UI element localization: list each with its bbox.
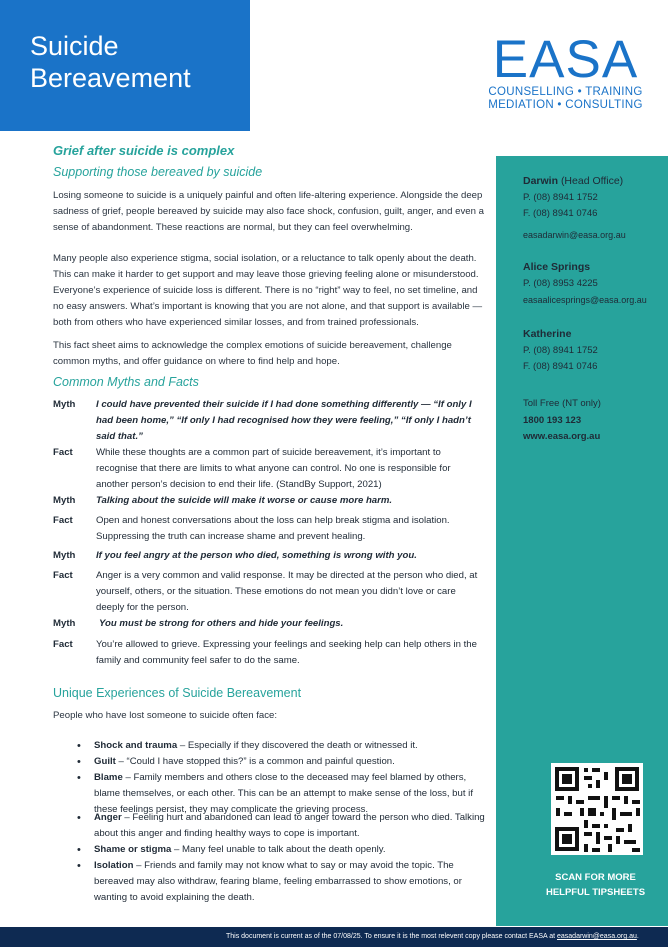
fax: F. (08) 8941 0746 [523, 361, 598, 372]
myth-text: If you feel angry at the person who died, something is wrong with you. [96, 550, 417, 561]
bullet-icon: • [77, 812, 81, 824]
logo-word: EASA [492, 30, 639, 89]
bullet-term: Isolation [94, 860, 134, 871]
website-link[interactable]: www.easa.org.au [523, 431, 601, 442]
bullet-term: Blame [94, 772, 123, 783]
phone[interactable]: P. (08) 8953 4225 [523, 277, 598, 289]
contact-darwin [523, 173, 626, 243]
bullet-text: – Family members and others close to the deceased may feel blamed by others, blame themselves, or each other. This can be an attempt to make sense of the loss, but if these feelings persist, they may complicate the grieving process. [94, 772, 473, 815]
myth-label: Myth [53, 618, 76, 629]
bullet-icon: • [77, 860, 81, 872]
intro-paragraph-1: Losing someone to suicide is a uniquely painful and often life-altering experience. Alongside the deep sadness of grief, people bereaved by suicide may also face shock, confusion, guilt, anger, and even a sense of abandonment. These reactions are normal, but they can feel overwhelming. [53, 190, 484, 233]
fact-text: You’re allowed to grieve. Expressing your feelings and seeking help can help others in the family and community feel safer to do the same. [96, 639, 477, 666]
bullet-text: – Feeling hurt and abandoned can lead to anger toward the person who died. Talking about this anger and finding healthy ways to cope is important. [94, 812, 485, 839]
myth-text: Talking about the suicide will make it worse or cause more harm. [96, 495, 393, 506]
list-item [77, 810, 487, 842]
bullet-icon: • [77, 772, 81, 784]
logo-tagline-1: COUNSELLING • TRAINING [488, 86, 643, 98]
list-item [77, 842, 487, 858]
page-title-line1: Suicide [30, 31, 119, 61]
myth-row [53, 493, 485, 509]
bullet-term: Shame or stigma [94, 844, 172, 855]
bullet-text: – “Could I have stopped this?” is a common and painful question. [115, 756, 395, 767]
fact-text: Open and honest conversations about the loss can help break stigma and isolation. Suppressing the truth can increase shame and prevent healing. [96, 515, 450, 542]
fact-label: Fact [53, 570, 73, 581]
fact-row [53, 445, 485, 493]
city-name: Darwin [523, 175, 559, 187]
unique-heading: Unique Experiences of Suicide Bereavement [53, 686, 302, 700]
scan-line-1: SCAN FOR MORE [555, 872, 636, 883]
fact-row [53, 513, 485, 545]
scan-caption [523, 870, 668, 900]
list-item [77, 754, 487, 770]
fax: F. (08) 8941 0746 [523, 208, 598, 219]
bullet-icon: • [77, 844, 81, 856]
bullet-text: – Many feel unable to talk about the death openly. [171, 844, 386, 855]
title-band [0, 0, 250, 131]
bullet-term: Anger [94, 812, 122, 823]
email-link[interactable]: easaalicesprings@easa.org.au [523, 295, 647, 305]
myth-row [53, 616, 485, 632]
intro-paragraph-2: Many people also experience stigma, social isolation, or a reluctance to talk openly about the death. This can make it harder to get support and may leave those grieving feeling alone or misunderstood. Everyone’s experience of suicide loss is different. There is no “right” way to feel, no set timeline, and no easy answers. What’s important is knowing that you are not alone, and that support is available — both from others who have experienced similar losses, and from trained professionals. [53, 253, 483, 328]
easa-logo [483, 30, 648, 112]
footer [0, 927, 668, 947]
fact-row [53, 568, 485, 616]
phone[interactable]: P. (08) 8941 1752 [523, 344, 598, 356]
bullet-term: Shock and trauma [94, 740, 178, 751]
support-heading: Supporting those bereaved by suicide [53, 165, 263, 179]
bullet-icon: • [77, 756, 81, 768]
fact-label: Fact [53, 515, 73, 526]
bullet-icon: • [77, 740, 81, 752]
list-item [77, 858, 487, 906]
bullet-term: Guilt [94, 756, 116, 767]
grief-heading: Grief after suicide is complex [53, 143, 235, 158]
city-name: Katherine [523, 328, 572, 340]
contact-alice-springs [523, 259, 647, 309]
myth-label: Myth [53, 399, 76, 410]
phone[interactable]: P. (08) 8941 1752 [523, 191, 598, 203]
myth-text: You must be strong for others and hide your feelings. [99, 618, 344, 629]
footer-text: This document is current as of the 07/08/25. To ensure it is the most relevent copy please contact EASA at [226, 933, 557, 940]
fact-label: Fact [53, 447, 73, 458]
fact-label: Fact [53, 639, 73, 650]
bullet-text: – Especially if they discovered the death or witnessed it. [177, 740, 418, 751]
fact-text: While these thoughts are a common part of suicide bereavement, it’s important to recognise that there are limits to what anyone can control. No one is responsible for another person’s decision to end their life. (StandBy Support, 2021) [96, 447, 451, 490]
intro-paragraph-3: This fact sheet aims to acknowledge the complex emotions of suicide bereavement, challenge common myths, and offer guidance on where to find help and hope. [53, 340, 452, 367]
contact-katherine [523, 326, 598, 376]
scan-line-2: HELPFUL TIPSHEETS [545, 887, 646, 898]
unique-intro: People who have lost someone to suicide often face: [53, 710, 277, 721]
fact-row [53, 637, 485, 669]
footer-end: . [636, 933, 639, 940]
footer-email-link[interactable]: easadarwin@easa.org.au [557, 933, 637, 940]
city-note: (Head Office) [560, 175, 624, 187]
qr-code-icon [551, 763, 643, 855]
qr-code[interactable] [551, 763, 643, 855]
myth-label: Myth [53, 495, 76, 506]
myth-row [53, 548, 485, 564]
email-link[interactable]: easadarwin@easa.org.au [523, 229, 626, 240]
myth-label: Myth [53, 550, 76, 561]
city-name: Alice Springs [523, 261, 591, 273]
myth-text: I could have prevented their suicide if I had done something differently — “If only I had been home,” “If only I had recognised how they were feeling,” “If only I hadn’t said that.” [96, 399, 472, 442]
bullet-text: – Friends and family may not know what to say or may avoid the topic. The bereaved may also withdraw, fearing blame, feeling embarrassed to show emotions, or wanting to avoid explaining the death. [94, 860, 462, 903]
list-item [77, 738, 487, 754]
myths-heading: Common Myths and Facts [53, 375, 199, 389]
page-title-line2: Bereavement [30, 63, 191, 93]
logo-tagline-2: MEDIATION • CONSULTING [488, 99, 643, 111]
fact-text: Anger is a very common and valid response. It may be directed at the person who died, at yourself, others, or the situation. These emotions do not mean you didn’t love or care deeply for the person. [96, 570, 478, 613]
tollfree-number[interactable]: 1800 193 123 [523, 414, 582, 426]
contact-tollfree [523, 396, 601, 446]
myth-row [53, 397, 485, 445]
tollfree-label: Toll Free (NT only) [523, 398, 601, 409]
